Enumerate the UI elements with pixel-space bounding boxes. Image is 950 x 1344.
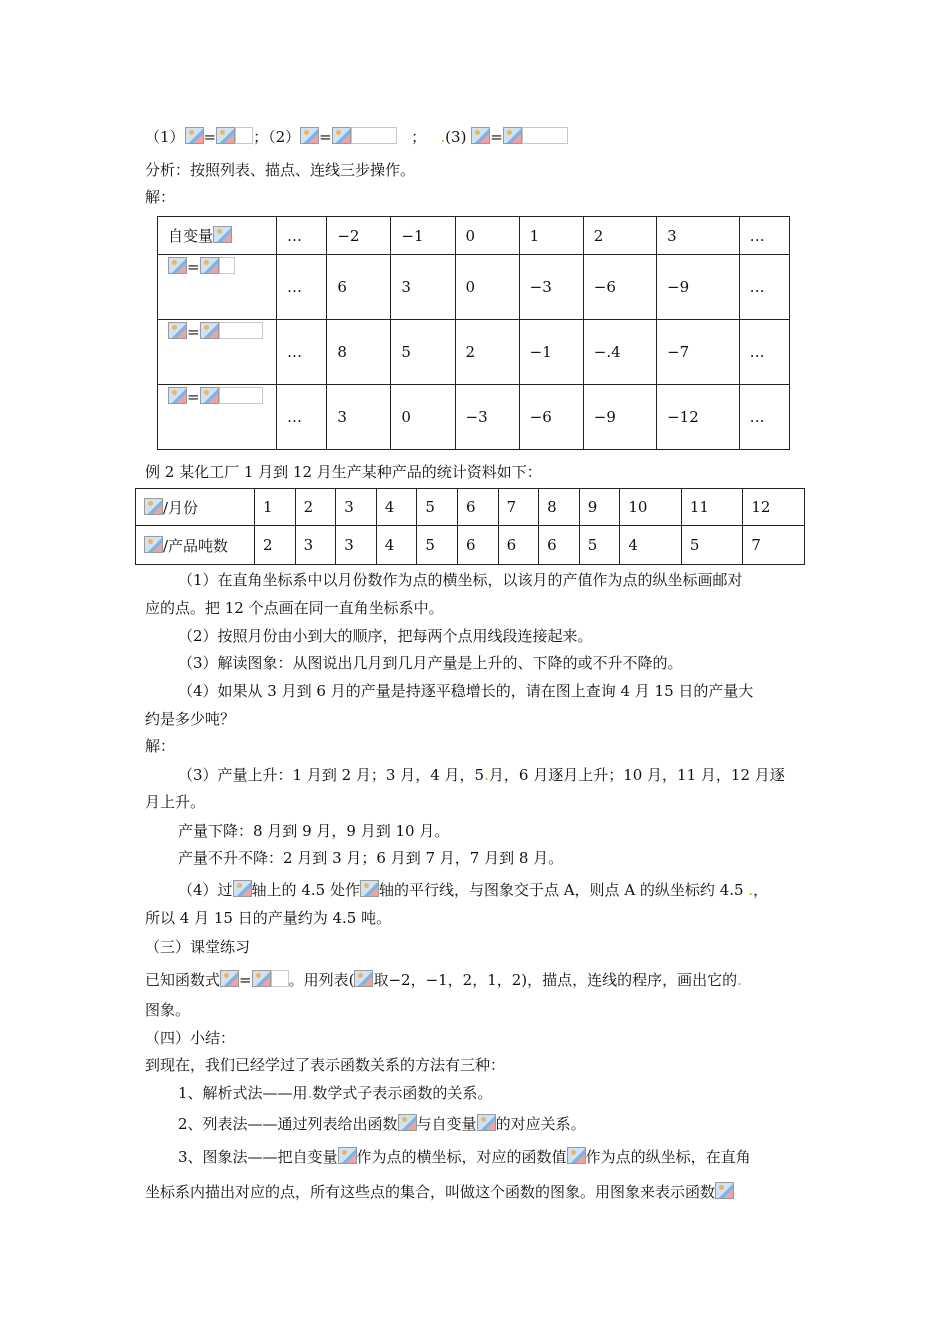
answer-text: ， [753, 881, 769, 899]
marker-dot: . [748, 881, 754, 899]
summary-text: 3、图象法——把自变量 [178, 1148, 338, 1166]
row-label: 自变量 [168, 227, 214, 245]
answer-text: 轴上的 4.5 处作 [251, 881, 360, 899]
table-cell: 5 [681, 526, 743, 565]
answer-3-line-2: 月上升。 [145, 793, 206, 811]
formula-box [351, 127, 397, 144]
summary-intro: 到现在，我们已经学过了表示函数关系的方法有三种： [145, 1056, 506, 1074]
table-cell: −1 [519, 320, 583, 385]
item-3-label: (3) [445, 128, 467, 146]
table-cell: 0 [455, 255, 519, 320]
variable-image-icon [398, 1114, 417, 1131]
marker-dot: . [484, 766, 489, 784]
row-label-cell [136, 489, 255, 526]
summary-item-1 [178, 1083, 492, 1103]
table-cell: 4 [376, 489, 417, 526]
table-cell: 7 [498, 489, 539, 526]
table-cell: 3 [657, 217, 740, 255]
variable-image-icon [715, 1182, 734, 1199]
table-cell: 0 [391, 385, 455, 450]
table-cell: … [277, 217, 327, 255]
exercise-text: 已知函数式 [145, 971, 221, 989]
table-cell: 6 [539, 526, 580, 565]
table-cell: 2 [583, 217, 656, 255]
table-cell: 5 [417, 526, 458, 565]
formula-box [235, 127, 253, 144]
variable-image-icon [144, 498, 163, 515]
solution-label-2: 解： [145, 737, 176, 755]
marker-dot: . [307, 1084, 313, 1102]
table-cell: 1 [255, 489, 296, 526]
formula-box [219, 322, 263, 339]
table-cell: 3 [327, 385, 391, 450]
formula-box [271, 970, 289, 987]
table-row [158, 255, 790, 320]
equals-sign: = [203, 128, 217, 146]
axis-image-icon [233, 880, 252, 897]
table-cell: … [739, 385, 789, 450]
question-3: （3）解读图象：从图说出几月到几月产量是上升的、下降的或不升不降的。 [178, 654, 683, 672]
table-cell: −3 [455, 385, 519, 450]
formula-image-icon [168, 387, 187, 404]
formula-image-icon [471, 127, 490, 144]
answer-text: 月，6 月逐月上升；10 月，11 月，12 月逐 [488, 766, 785, 784]
table-cell: 6 [498, 526, 539, 565]
question-4-line-2: 约是多少吨？ [145, 710, 236, 728]
answer-3-flat: 产量不升不降：2 月到 3 月；6 月到 7 月，7 月到 8 月。 [178, 849, 564, 867]
formula-image-icon [185, 127, 204, 144]
formula-image-icon [200, 387, 219, 404]
formula-image-icon [200, 322, 219, 339]
exercise-text: 。用列表( [288, 971, 355, 989]
formula-image-icon [252, 970, 271, 987]
variable-image-icon [144, 536, 163, 553]
row-label-cell [158, 385, 277, 450]
table-cell: 3 [391, 255, 455, 320]
table-cell: −2 [327, 217, 391, 255]
table-cell: 9 [579, 489, 620, 526]
answer-3-decrease: 产量下降：8 月到 9 月，9 月到 10 月。 [178, 822, 450, 840]
answer-text: （3）产量上升：1 月到 2 月；3 月，4 月，5 [178, 766, 485, 784]
table-cell: … [739, 217, 789, 255]
equals-sign: = [187, 323, 200, 341]
row-label-cell [136, 526, 255, 565]
table-cell: −6 [583, 255, 656, 320]
table-cell: 7 [743, 526, 805, 565]
table-cell: … [277, 320, 327, 385]
table-cell: 11 [681, 489, 743, 526]
table-cell: 4 [620, 526, 682, 565]
formula-image-icon [503, 127, 522, 144]
summary-text: 坐标系内描出对应的点，所有这些点的集合，叫做这个函数的图象。用图象来表示函数 [145, 1183, 716, 1201]
question-1-line-2: 应的点。把 12 个点画在同一直角坐标系中。 [145, 599, 444, 617]
item-2-label: ；（2） [253, 128, 301, 146]
table-cell: 2 [255, 526, 296, 565]
table-cell: −7 [657, 320, 740, 385]
item-1-label: （1） [145, 128, 185, 146]
table-cell: … [739, 320, 789, 385]
formula-box [219, 257, 235, 274]
table-cell: −6 [519, 385, 583, 450]
table-cell: 5 [417, 489, 458, 526]
table-cell: 2 [295, 489, 336, 526]
exercise-line-2: 图象。 [145, 1001, 191, 1019]
exercise-text: 取−2，−1，2，1，2)，描点，连线的程序，画出它的 [373, 971, 738, 989]
table-cell: 8 [327, 320, 391, 385]
summary-text: 作为点的横坐标，对应的函数值 [356, 1148, 567, 1166]
formula-image-icon [332, 127, 351, 144]
variable-image-icon [213, 226, 232, 243]
equals-sign: = [187, 388, 200, 406]
exercise-line-1 [145, 970, 742, 990]
summary-item-3-line-2 [145, 1182, 734, 1202]
formula-box [219, 387, 263, 404]
formula-image-icon [220, 970, 239, 987]
summary-text: 作为点的纵坐标，在直角 [585, 1148, 751, 1166]
table-cell: 3 [295, 526, 336, 565]
formula-box [522, 127, 568, 144]
row-label-cell [158, 217, 277, 255]
summary-item-2 [178, 1114, 586, 1134]
formula-image-icon [168, 257, 187, 274]
axis-image-icon [360, 880, 379, 897]
table-cell: 6 [457, 489, 498, 526]
table-cell: 3 [336, 526, 377, 565]
table-cell: −1 [391, 217, 455, 255]
table-row [136, 489, 805, 526]
formula-image-icon [200, 257, 219, 274]
answer-text: 轴的平行线，与图象交于点 A，则点 A 的纵坐标约 4.5 [378, 881, 744, 899]
table-cell: 0 [455, 217, 519, 255]
answer-3-line-1 [178, 765, 785, 785]
table-cell: 5 [391, 320, 455, 385]
variable-image-icon [354, 970, 373, 987]
question-2: （2）按照月份由小到大的顺序，把每两个点用线段连接起来。 [178, 627, 593, 645]
separator: ； [411, 128, 427, 146]
marker-dot: . [737, 971, 742, 989]
table-cell: 8 [539, 489, 580, 526]
function-values-table [157, 216, 790, 450]
summary-text: 1、解析式法——用 [178, 1084, 308, 1102]
equals-sign: = [319, 128, 332, 146]
table-cell: −9 [657, 255, 740, 320]
formula-image-icon [216, 127, 235, 144]
answer-4-line-1 [178, 880, 768, 900]
table-cell: −9 [583, 385, 656, 450]
variable-image-icon [477, 1114, 496, 1131]
formula-image-icon [168, 322, 187, 339]
table-cell: 10 [620, 489, 682, 526]
variable-image-icon [338, 1147, 357, 1164]
answer-text: （4）过 [178, 881, 233, 899]
analysis-text: 分析：按照列表、描点、连线三步操作。 [145, 161, 416, 179]
summary-text: 与自变量 [416, 1115, 477, 1133]
production-table [135, 488, 805, 565]
table-row [158, 385, 790, 450]
summary-text: 的对应关系。 [495, 1115, 586, 1133]
equals-sign: = [187, 258, 200, 276]
table-row [158, 217, 790, 255]
row-label: /月份 [163, 498, 199, 517]
table-row [136, 526, 805, 565]
table-cell: −12 [657, 385, 740, 450]
row-label-cell [158, 255, 277, 320]
table-cell: 2 [455, 320, 519, 385]
table-cell: 6 [457, 526, 498, 565]
row-label: /产品吨数 [163, 536, 229, 555]
summary-text: 数学式子表示函数的关系。 [312, 1084, 493, 1102]
table-cell: 1 [519, 217, 583, 255]
table-cell: −.4 [583, 320, 656, 385]
table-cell: 12 [743, 489, 805, 526]
table-cell: 4 [376, 526, 417, 565]
table-row [158, 320, 790, 385]
marker-dot: . [440, 128, 446, 146]
equals-sign: = [490, 128, 503, 146]
table-cell: 3 [336, 489, 377, 526]
table-cell: … [277, 255, 327, 320]
question-4-line-1: （4）如果从 3 月到 6 月的产量是持逐平稳增长的，请在图上查询 4 月 15 日的产量大 [178, 682, 754, 700]
equations-line [145, 127, 568, 147]
answer-4-line-2: 所以 4 月 15 日的产量约为 4.5 吨。 [145, 909, 392, 927]
example-2-heading: 例 2 某化工厂 1 月到 12 月生产某种产品的统计资料如下： [145, 463, 542, 481]
table-cell: −3 [519, 255, 583, 320]
section-3-heading: （三）课堂练习 [145, 938, 251, 956]
question-1-line-1: （1）在直角坐标系中以月份数作为点的横坐标，以该月的产值作为点的纵坐标画邮对 [178, 571, 743, 589]
section-4-heading: （四）小结： [145, 1029, 236, 1047]
equals-sign: = [239, 971, 252, 989]
row-label-cell [158, 320, 277, 385]
summary-text: 2、列表法——通过列表给出函数 [178, 1115, 398, 1133]
variable-image-icon [567, 1147, 586, 1164]
formula-image-icon [300, 127, 319, 144]
summary-item-3-line-1 [178, 1147, 751, 1167]
table-cell: … [739, 255, 789, 320]
table-cell: 5 [579, 526, 620, 565]
table-cell: … [277, 385, 327, 450]
table-cell: 6 [327, 255, 391, 320]
solution-label: 解： [145, 188, 176, 206]
